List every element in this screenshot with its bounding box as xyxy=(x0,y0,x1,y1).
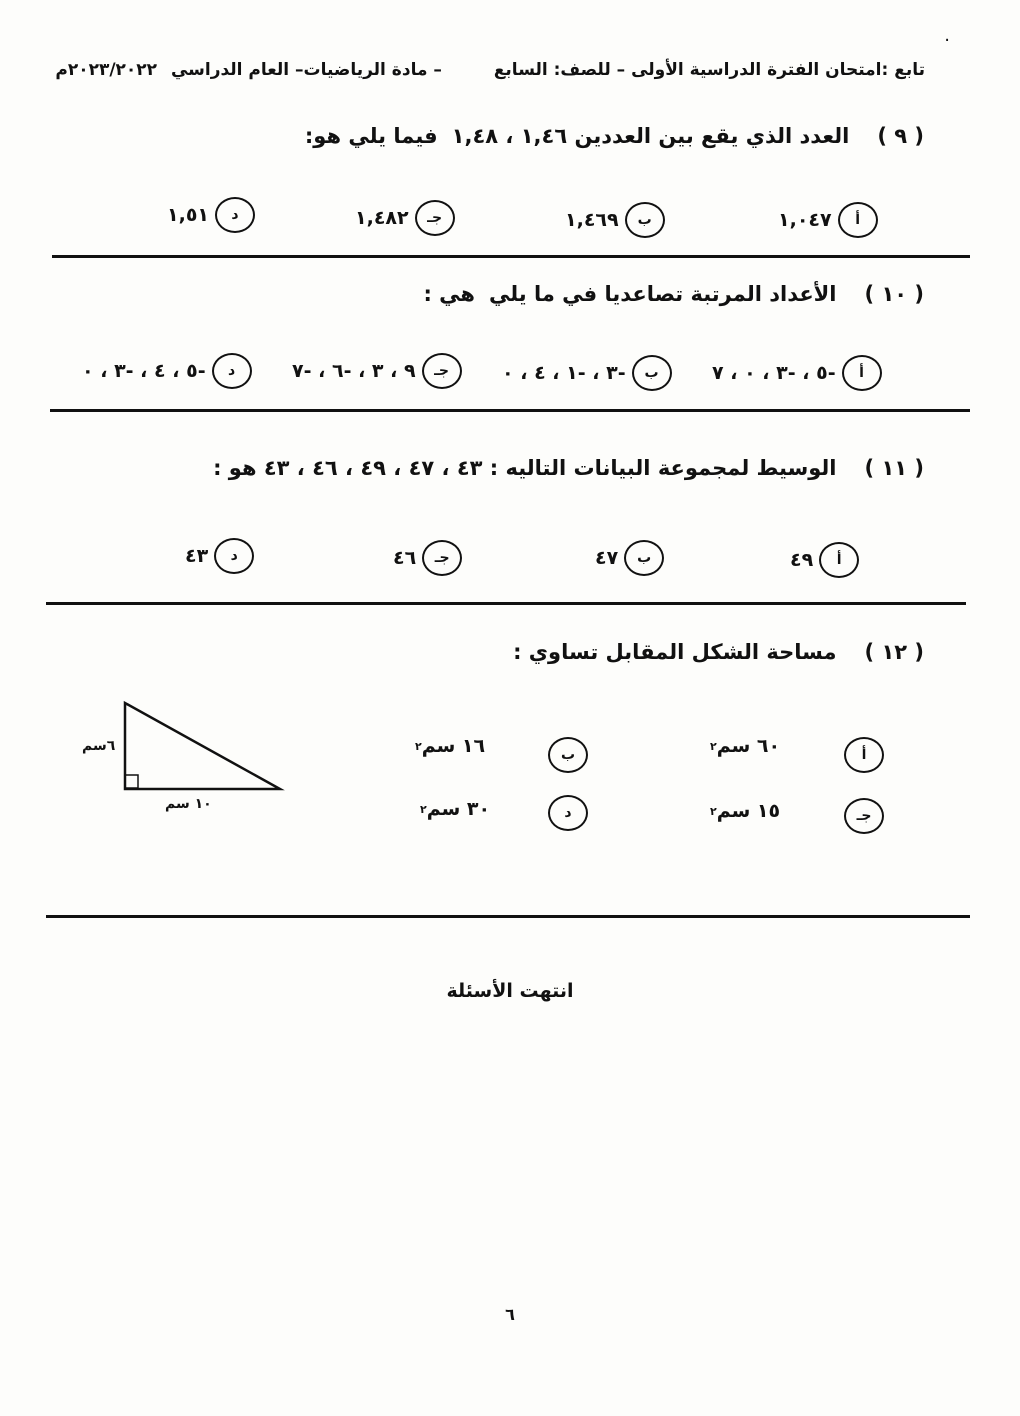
option-a-value xyxy=(710,735,780,757)
option-d[interactable] xyxy=(82,353,252,389)
end-of-questions: انتهت الأسئلة xyxy=(446,980,574,1002)
exam-header xyxy=(55,60,925,80)
option-letter: ب xyxy=(632,355,672,391)
option-c[interactable] xyxy=(355,200,455,236)
option-d[interactable] xyxy=(167,197,255,233)
option-c[interactable] xyxy=(393,540,462,576)
divider xyxy=(52,255,970,258)
option-b[interactable]: ب xyxy=(548,737,588,773)
option-unit-exponent: ٢ xyxy=(710,804,717,818)
option-b[interactable] xyxy=(595,540,664,576)
divider xyxy=(46,915,970,918)
option-value: ١,٠٤٧ xyxy=(778,209,832,231)
option-value: ١٦ سم xyxy=(421,735,486,757)
option-c[interactable] xyxy=(292,353,462,389)
page-number: ٦ xyxy=(505,1305,515,1324)
question-9 xyxy=(104,124,924,148)
option-b[interactable] xyxy=(502,355,672,391)
option-letter: د xyxy=(215,197,255,233)
option-c-value xyxy=(710,800,780,822)
option-d[interactable]: د xyxy=(548,795,588,831)
question-number: ( ٩ ) xyxy=(877,124,924,148)
question-text-end: هي : xyxy=(423,282,475,306)
right-triangle-figure xyxy=(115,695,290,800)
option-letter: د xyxy=(212,353,252,389)
option-a[interactable] xyxy=(712,355,882,391)
option-unit-exponent: ٢ xyxy=(420,802,427,816)
scan-mark: · xyxy=(944,30,950,51)
option-letter: د xyxy=(214,538,254,574)
option-b[interactable] xyxy=(565,202,665,238)
question-12 xyxy=(104,640,924,664)
question-number: ( ١٠ ) xyxy=(864,282,924,306)
option-value: ١,٤٦٩ xyxy=(565,209,619,231)
header-subject: – مادة الرياضيات– العام الدراسي xyxy=(170,60,442,80)
question-text: مساحة الشكل المقابل تساوي : xyxy=(513,640,837,664)
option-a[interactable] xyxy=(790,542,859,578)
question-text: الأعداد المرتبة تصاعديا في ما يلي xyxy=(488,282,837,306)
option-letter: جـ xyxy=(422,540,462,576)
header-title: تابع :امتحان الفترة الدراسية الأولى – للصف: السابع xyxy=(493,60,925,80)
option-value: ٤٧ xyxy=(595,547,619,569)
option-value: ١,٤٨٢ xyxy=(355,207,409,229)
question-text-end: فيما يلي هو: xyxy=(304,124,438,148)
option-value: -٥ ، ٤ ، -٣ ، ٠ xyxy=(82,360,206,382)
base-label: ١٠ سم xyxy=(165,796,212,812)
header-year: ٢٠٢٣/٢٠٢٢م xyxy=(55,60,158,80)
height-label: ٦سم xyxy=(82,738,116,754)
option-value: -٥ ، -٣ ، ٠ ، ٧ xyxy=(712,362,836,384)
question-number: ( ١١ ) xyxy=(864,456,924,480)
option-value: ١,٥١ xyxy=(167,204,210,226)
option-value: ١٥ سم xyxy=(716,800,781,822)
option-letter: جـ xyxy=(422,353,462,389)
option-letter: ب xyxy=(625,202,665,238)
question-text: العدد الذي يقع بين العددين ١,٤٦ ، ١,٤٨ xyxy=(451,124,850,148)
option-value: -٣ ، -١ ، ٤ ، ٠ xyxy=(502,362,626,384)
option-value: ٩ ، ٣ ، -٦ ، -٧ xyxy=(292,360,416,382)
question-10 xyxy=(104,282,924,306)
option-letter: أ xyxy=(819,542,859,578)
option-a[interactable]: أ xyxy=(844,737,884,773)
option-letter: جـ xyxy=(415,200,455,236)
option-d-value xyxy=(420,798,490,820)
question-number: ( ١٢ ) xyxy=(864,640,924,664)
option-a[interactable] xyxy=(778,202,878,238)
option-value: ٤٦ xyxy=(393,547,417,569)
right-angle-marker xyxy=(125,775,138,788)
option-unit-exponent: ٢ xyxy=(415,739,422,753)
question-11 xyxy=(104,456,924,480)
option-c[interactable]: جـ xyxy=(844,798,884,834)
option-letter: أ xyxy=(838,202,878,238)
option-value: ٤٩ xyxy=(790,549,814,571)
option-letter: ب xyxy=(624,540,664,576)
option-b-value xyxy=(415,735,485,757)
divider xyxy=(50,409,970,412)
option-letter: أ xyxy=(842,355,882,391)
question-text: الوسيط لمجموعة البيانات التاليه : ٤٣ ، ٤٧ ، ٤٩ ، ٤٦ ، ٤٣ هو : xyxy=(213,456,837,480)
option-value: ٤٣ xyxy=(185,545,209,567)
divider xyxy=(46,602,966,605)
option-d[interactable] xyxy=(185,538,254,574)
option-unit-exponent: ٢ xyxy=(710,739,717,753)
triangle-shape xyxy=(125,703,280,789)
option-value: ٣٠ سم xyxy=(426,798,491,820)
option-value: ٦٠ سم xyxy=(716,735,781,757)
